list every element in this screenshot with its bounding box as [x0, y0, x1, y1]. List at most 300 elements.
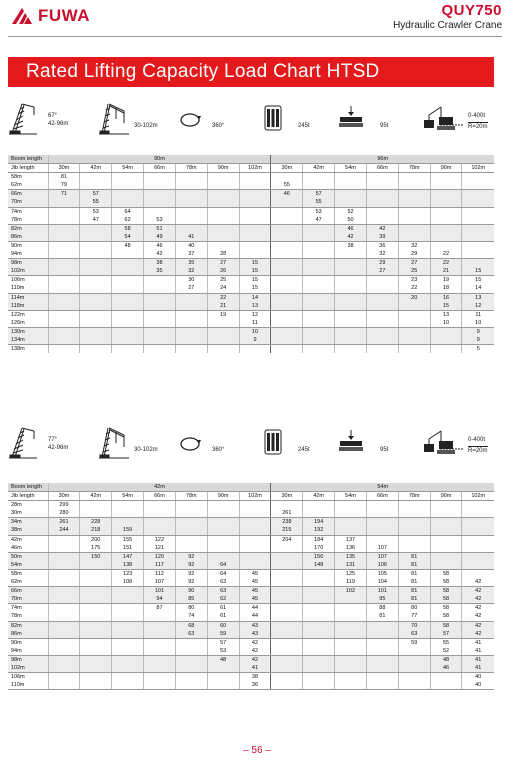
capacity-cell: 22 [430, 259, 462, 268]
capacity-cell [271, 224, 303, 233]
capacity-cell [271, 293, 303, 302]
boom-length-range: 42-96m [48, 445, 69, 451]
capacity-cell [430, 190, 462, 199]
capacity-cell: 58 [112, 224, 144, 233]
capacity-cell [462, 526, 494, 535]
table-row [8, 259, 494, 268]
table-row [8, 207, 494, 216]
capacity-cell [48, 587, 80, 596]
jib-length-value: 30m [271, 164, 303, 173]
capacity-cell: 95 [366, 595, 398, 604]
capacity-cell [239, 544, 271, 553]
capacity-cell [144, 276, 176, 285]
table-row [8, 673, 494, 682]
table-row [8, 310, 494, 319]
capacity-cell [48, 259, 80, 268]
capacity-cell [144, 621, 176, 630]
capacity-cell: 55 [303, 198, 335, 207]
load-chart-table-1 [8, 155, 494, 353]
radius-cell: 110m [8, 681, 48, 690]
radius-cell: 66m [8, 587, 48, 596]
capacity-cell [271, 284, 303, 293]
capacity-cell: 46 [335, 224, 367, 233]
capacity-cell: 138 [112, 561, 144, 570]
jib-length-label: Jib length [8, 164, 48, 173]
capacity-cell [80, 267, 112, 276]
capacity-cell [175, 181, 207, 190]
capacity-cell: 131 [335, 561, 367, 570]
capacity-cell [271, 604, 303, 613]
capacity-cell [398, 224, 430, 233]
capacity-cell: 42 [239, 655, 271, 664]
capacity-cell: 10 [430, 319, 462, 328]
capacity-cell: 59 [398, 638, 430, 647]
radius-cell: 118m [8, 302, 48, 311]
radius-cell: 106m [8, 673, 48, 682]
capacity-cell: 10 [239, 327, 271, 336]
capacity-cell [112, 509, 144, 518]
radius-cell: 110m [8, 284, 48, 293]
capacity-cell [303, 336, 335, 345]
capacity-cell [335, 526, 367, 535]
capacity-cell: 19 [207, 310, 239, 319]
capacity-cell [175, 336, 207, 345]
jib-length-range: 30-102m [134, 123, 158, 129]
capacity-cell [398, 526, 430, 535]
capacity-cell: 42 [366, 224, 398, 233]
capacity-cell [175, 207, 207, 216]
radius-cell: 42m [8, 535, 48, 544]
capacity-cell [303, 569, 335, 578]
capacity-cell [366, 518, 398, 527]
capacity-cell [48, 310, 80, 319]
capacity-cell [366, 310, 398, 319]
capacity-cell [48, 630, 80, 639]
capacity-cell [462, 241, 494, 250]
capacity-cell: 123 [112, 569, 144, 578]
capacity-cell [271, 233, 303, 242]
capacity-cell: 35 [144, 267, 176, 276]
capacity-cell: 15 [462, 276, 494, 285]
slew-360-icon [178, 101, 204, 135]
capacity-cell [335, 509, 367, 518]
slew-angle: 360° [212, 123, 225, 129]
superlift-radius: R=20m [468, 124, 488, 130]
capacity-cell: 53 [303, 207, 335, 216]
capacity-cell [335, 293, 367, 302]
capacity-cell: 105 [366, 569, 398, 578]
capacity-cell: 12 [462, 302, 494, 311]
jib-length-value: 102m [462, 164, 494, 173]
capacity-cell: 58 [430, 578, 462, 587]
capacity-cell: 12 [239, 310, 271, 319]
capacity-cell [207, 198, 239, 207]
capacity-cell: 155 [112, 535, 144, 544]
capacity-cell [271, 267, 303, 276]
slew-angle: 360° [212, 447, 225, 453]
radius-cell: 38m [8, 526, 48, 535]
capacity-cell: 299 [48, 501, 80, 510]
table-row [8, 509, 494, 518]
radius-cell: 82m [8, 224, 48, 233]
capacity-cell [112, 630, 144, 639]
table-row [8, 552, 494, 561]
capacity-cell [271, 198, 303, 207]
capacity-cell [48, 655, 80, 664]
radius-cell: 90m [8, 638, 48, 647]
capacity-cell [366, 673, 398, 682]
capacity-cell: 15 [462, 267, 494, 276]
capacity-cell [144, 526, 176, 535]
capacity-cell: 27 [175, 284, 207, 293]
table-row [8, 664, 494, 673]
capacity-cell [430, 216, 462, 225]
jib-length-value: 90m [430, 164, 462, 173]
capacity-cell: 151 [112, 544, 144, 553]
table-row [8, 621, 494, 630]
capacity-cell: 64 [207, 561, 239, 570]
capacity-cell: 147 [112, 552, 144, 561]
capacity-cell: 120 [144, 552, 176, 561]
capacity-cell [112, 259, 144, 268]
capacity-cell: 87 [144, 604, 176, 613]
capacity-cell [207, 207, 239, 216]
capacity-cell [144, 327, 176, 336]
luffing-jib-icon [98, 425, 130, 459]
capacity-cell [80, 655, 112, 664]
capacity-cell: 90 [175, 587, 207, 596]
capacity-cell [175, 535, 207, 544]
capacity-cell [303, 293, 335, 302]
capacity-cell [335, 604, 367, 613]
capacity-cell [175, 681, 207, 690]
boom-length-header-row [8, 483, 494, 492]
capacity-cell: 228 [80, 518, 112, 527]
page-title: Rated Lifting Capacity Load Chart HTSD [8, 57, 494, 87]
superlift-radius: R=20m [468, 448, 488, 454]
capacity-cell [335, 173, 367, 182]
capacity-cell [430, 198, 462, 207]
capacity-cell [48, 345, 80, 354]
capacity-cell [80, 569, 112, 578]
capacity-cell [271, 621, 303, 630]
capacity-cell: 63 [207, 578, 239, 587]
capacity-cell [80, 319, 112, 328]
capacity-cell: 25 [207, 276, 239, 285]
capacity-cell [303, 181, 335, 190]
capacity-cell [80, 310, 112, 319]
radius-cell: 98m [8, 259, 48, 268]
capacity-cell: 101 [366, 587, 398, 596]
capacity-cell: 42 [239, 647, 271, 656]
capacity-cell [271, 655, 303, 664]
table-row [8, 535, 494, 544]
capacity-cell: 170 [303, 544, 335, 553]
capacity-cell [239, 190, 271, 199]
radius-cell: 54m [8, 561, 48, 570]
jib-length-value: 102m [462, 492, 494, 501]
capacity-cell [207, 544, 239, 553]
capacity-cell [335, 345, 367, 354]
capacity-cell: 137 [335, 535, 367, 544]
jib-length-value: 30m [48, 164, 80, 173]
capacity-cell [303, 578, 335, 587]
capacity-cell: 32 [398, 241, 430, 250]
capacity-cell: 200 [80, 535, 112, 544]
table-row [8, 198, 494, 207]
capacity-cell [144, 612, 176, 621]
capacity-cell [303, 267, 335, 276]
table-row [8, 638, 494, 647]
capacity-cell: 204 [271, 535, 303, 544]
radius-cell: 126m [8, 319, 48, 328]
capacity-cell [112, 327, 144, 336]
capacity-cell [112, 655, 144, 664]
capacity-cell [462, 552, 494, 561]
capacity-cell: 108 [112, 578, 144, 587]
capacity-cell [303, 319, 335, 328]
capacity-cell: 19 [430, 276, 462, 285]
capacity-cell: 37 [175, 250, 207, 259]
capacity-cell [271, 578, 303, 587]
superlift-range: 0-400t [468, 437, 486, 443]
capacity-cell [207, 552, 239, 561]
capacity-cell [303, 638, 335, 647]
capacity-cell: 45 [239, 595, 271, 604]
capacity-cell [80, 681, 112, 690]
capacity-cell [398, 233, 430, 242]
capacity-cell [207, 501, 239, 510]
capacity-cell [271, 241, 303, 250]
capacity-cell: 46 [144, 241, 176, 250]
capacity-cell [80, 561, 112, 570]
capacity-cell [80, 630, 112, 639]
capacity-cell [144, 664, 176, 673]
capacity-cell [112, 612, 144, 621]
capacity-cell: 81 [398, 587, 430, 596]
capacity-cell: 112 [144, 569, 176, 578]
capacity-cell: 35 [175, 259, 207, 268]
capacity-cell [366, 535, 398, 544]
capacity-cell [398, 509, 430, 518]
capacity-cell [239, 224, 271, 233]
capacity-cell: 42 [462, 630, 494, 639]
capacity-cell: 27 [398, 259, 430, 268]
capacity-cell: 106 [366, 561, 398, 570]
capacity-cell [48, 638, 80, 647]
capacity-cell [80, 181, 112, 190]
capacity-cell: 81 [398, 552, 430, 561]
table-row [8, 518, 494, 527]
capacity-cell [48, 233, 80, 242]
capacity-cell [175, 302, 207, 311]
radius-cell: 74m [8, 604, 48, 613]
capacity-cell [144, 501, 176, 510]
capacity-cell: 9 [462, 327, 494, 336]
capacity-cell [112, 673, 144, 682]
capacity-cell [175, 544, 207, 553]
jib-length-value: 42m [303, 492, 335, 501]
capacity-cell [80, 345, 112, 354]
capacity-cell: 81 [398, 561, 430, 570]
capacity-cell [271, 276, 303, 285]
capacity-cell: 48 [112, 241, 144, 250]
jib-length-value: 30m [48, 492, 80, 501]
table-row [8, 647, 494, 656]
capacity-cell [144, 630, 176, 639]
capacity-cell [48, 535, 80, 544]
radius-cell: 74m [8, 207, 48, 216]
capacity-cell [175, 518, 207, 527]
radius-cell: 58m [8, 569, 48, 578]
table-row [8, 241, 494, 250]
capacity-cell [398, 216, 430, 225]
capacity-cell [366, 526, 398, 535]
capacity-cell: 22 [398, 284, 430, 293]
capacity-cell [112, 302, 144, 311]
capacity-cell: 63 [398, 630, 430, 639]
capacity-cell [239, 198, 271, 207]
capacity-cell [144, 173, 176, 182]
capacity-cell [207, 526, 239, 535]
table-row [8, 250, 494, 259]
capacity-cell: 42 [144, 250, 176, 259]
capacity-cell [112, 173, 144, 182]
jib-length-value: 90m [207, 492, 239, 501]
capacity-cell [207, 535, 239, 544]
boom-length-value: 42m [48, 483, 271, 492]
radius-cell: 70m [8, 198, 48, 207]
capacity-cell [398, 319, 430, 328]
capacity-cell [335, 276, 367, 285]
capacity-cell: 92 [175, 578, 207, 587]
capacity-cell [303, 250, 335, 259]
capacity-cell [398, 673, 430, 682]
boom-length-label: Boom length [8, 483, 48, 492]
capacity-cell: 58 [430, 621, 462, 630]
capacity-cell [335, 267, 367, 276]
capacity-cell [80, 293, 112, 302]
capacity-cell [80, 664, 112, 673]
capacity-cell: 25 [398, 267, 430, 276]
capacity-cell [48, 216, 80, 225]
capacity-cell: 58 [430, 604, 462, 613]
capacity-cell [207, 664, 239, 673]
capacity-cell: 85 [175, 595, 207, 604]
capacity-cell [112, 267, 144, 276]
capacity-cell [207, 336, 239, 345]
capacity-cell [144, 345, 176, 354]
boom-length-label: Boom length [8, 155, 48, 164]
capacity-cell [80, 509, 112, 518]
table-row [8, 595, 494, 604]
capacity-cell [80, 673, 112, 682]
capacity-cell [112, 319, 144, 328]
capacity-cell [271, 561, 303, 570]
capacity-cell [303, 612, 335, 621]
capacity-cell [271, 259, 303, 268]
capacity-cell [398, 655, 430, 664]
capacity-cell [48, 673, 80, 682]
table-row [8, 681, 494, 690]
capacity-cell: 63 [207, 587, 239, 596]
capacity-cell: 159 [112, 526, 144, 535]
table-row [8, 181, 494, 190]
capacity-cell [239, 526, 271, 535]
table-row [8, 267, 494, 276]
capacity-cell [335, 655, 367, 664]
capacity-cell [239, 250, 271, 259]
capacity-cell [462, 501, 494, 510]
capacity-cell [207, 509, 239, 518]
capacity-cell: 18 [430, 284, 462, 293]
capacity-cell [335, 327, 367, 336]
boom-length-value: 54m [271, 483, 494, 492]
configuration-strip-2 [8, 425, 498, 459]
capacity-cell [48, 293, 80, 302]
capacity-cell [303, 345, 335, 354]
capacity-cell [48, 561, 80, 570]
capacity-cell [112, 310, 144, 319]
capacity-cell [366, 336, 398, 345]
capacity-cell: 15 [430, 302, 462, 311]
capacity-cell: 41 [462, 664, 494, 673]
capacity-cell [239, 241, 271, 250]
capacity-cell [303, 310, 335, 319]
capacity-cell: 92 [175, 561, 207, 570]
capacity-cell: 107 [144, 578, 176, 587]
radius-cell: 58m [8, 173, 48, 182]
radius-cell: 102m [8, 664, 48, 673]
boom-crane-icon [8, 425, 38, 459]
capacity-cell [144, 509, 176, 518]
capacity-cell [366, 293, 398, 302]
capacity-cell [239, 509, 271, 518]
capacity-cell [48, 302, 80, 311]
capacity-cell [48, 569, 80, 578]
jib-length-value: 54m [335, 492, 367, 501]
capacity-cell [271, 569, 303, 578]
capacity-cell [430, 501, 462, 510]
radius-cell: 78m [8, 612, 48, 621]
capacity-cell: 16 [430, 293, 462, 302]
jib-length-value: 54m [112, 492, 144, 501]
capacity-cell [335, 250, 367, 259]
capacity-cell [398, 310, 430, 319]
capacity-cell [430, 181, 462, 190]
capacity-cell [144, 284, 176, 293]
capacity-cell: 15 [239, 276, 271, 285]
capacity-cell [303, 621, 335, 630]
capacity-cell: 148 [303, 561, 335, 570]
table-row [8, 561, 494, 570]
capacity-cell [48, 595, 80, 604]
capacity-cell [144, 207, 176, 216]
capacity-cell [462, 250, 494, 259]
capacity-cell [271, 552, 303, 561]
radius-cell: 78m [8, 216, 48, 225]
capacity-cell [366, 681, 398, 690]
capacity-cell: 80 [175, 604, 207, 613]
superlift-icon [423, 425, 467, 459]
capacity-cell: 122 [144, 535, 176, 544]
capacity-cell: 47 [303, 216, 335, 225]
table-row [8, 604, 494, 613]
capacity-cell: 45 [239, 587, 271, 596]
capacity-cell: 135 [335, 552, 367, 561]
capacity-cell [144, 673, 176, 682]
capacity-cell [112, 681, 144, 690]
